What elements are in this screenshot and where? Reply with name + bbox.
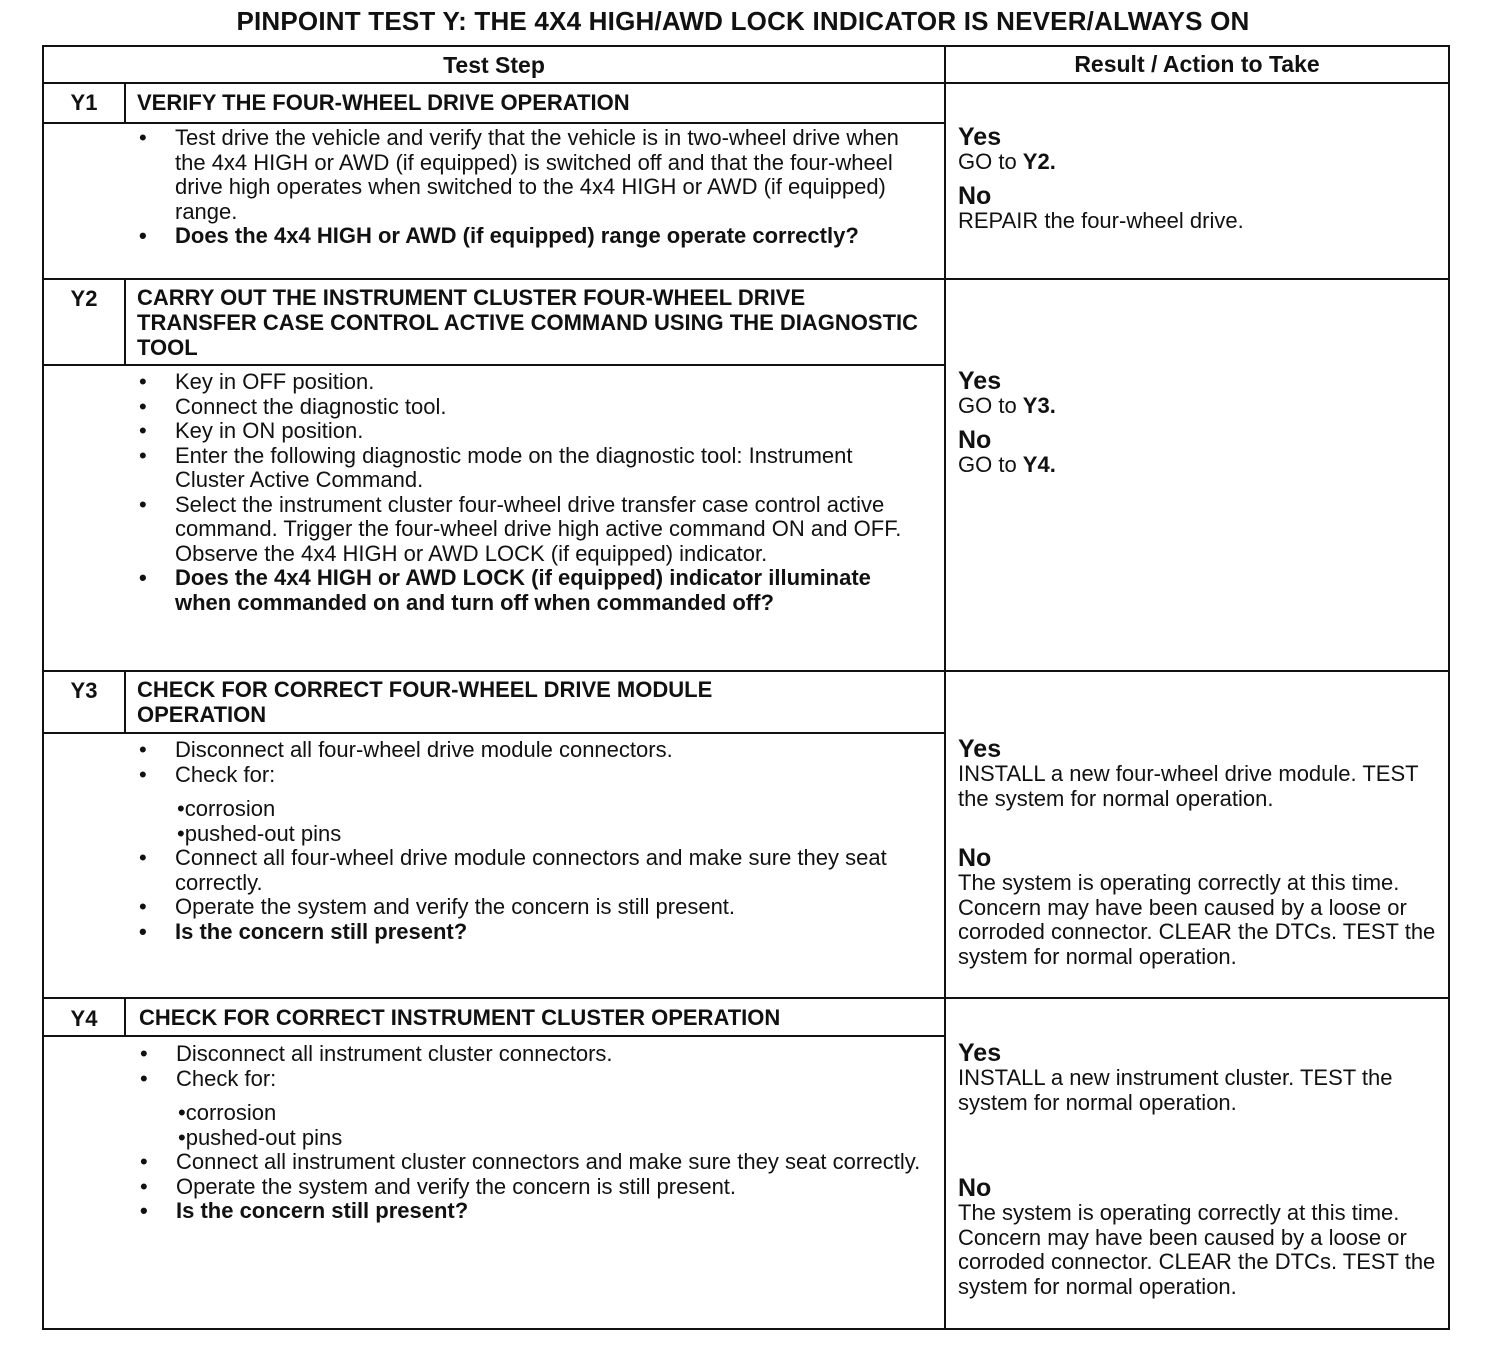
id-column-divider (124, 999, 126, 1037)
instruction-item: • Disconnect all instrument cluster connectors. (138, 1042, 928, 1067)
instruction-question: • Is the concern still present? (137, 920, 927, 945)
yes-label: Yes (958, 1039, 1002, 1067)
page-title: PINPOINT TEST Y: THE 4X4 HIGH/AWD LOCK INDICATOR IS NEVER/ALWAYS ON (236, 6, 1250, 36)
step-title: VERIFY THE FOUR-WHEEL DRIVE OPERATION (137, 90, 630, 115)
instruction-item: • Enter the following diagnostic mode on the diagnostic tool: Instrument Cluster Active Command. (137, 444, 927, 493)
no-action: REPAIR the four-wheel drive. (958, 207, 1244, 233)
instruction-item: • Operate the system and verify the concern is still present. (137, 895, 927, 920)
step-instructions (137, 126, 927, 249)
yes-action: INSTALL a new four-wheel drive module. TEST the system for normal operation. (958, 761, 1419, 811)
step-result (958, 1040, 1446, 1307)
instruction-item: • Check for: (137, 763, 927, 788)
row-divider (42, 278, 1450, 280)
id-column-divider (124, 84, 126, 124)
header-result-action: Result / Action to Take (1074, 51, 1320, 77)
check-subitem: • pushed-out pins (137, 822, 927, 847)
row-divider (42, 122, 946, 124)
yes-label: Yes (958, 123, 1002, 151)
yes-action: GO to Y3. (958, 393, 1056, 418)
id-column-divider (124, 672, 126, 734)
row-divider (42, 670, 1450, 672)
no-label: No (958, 844, 992, 872)
column-divider (944, 45, 946, 1330)
step-title: CHECK FOR CORRECT FOUR-WHEEL DRIVE MODULE OPERATION (137, 677, 713, 727)
check-subitem: • corrosion (137, 797, 927, 822)
step-id: Y2 (70, 286, 98, 311)
step-title: CHECK FOR CORRECT INSTRUMENT CLUSTER OPERATION (139, 1005, 781, 1030)
no-action: GO to Y4. (958, 451, 1056, 477)
check-subitem: • corrosion (138, 1101, 928, 1126)
instruction-item: • Select the instrument cluster four-wheel drive transfer case control active command. Trigger the four-wheel drive high active command ON and OFF. Observe the 4x4 HIGH or AWD LOCK (if equipped) indicator. (137, 493, 927, 567)
yes-label: Yes (958, 367, 1002, 395)
step-id: Y4 (70, 1006, 98, 1031)
instruction-item: • Check for: (138, 1067, 928, 1092)
step-id: Y1 (70, 90, 98, 115)
check-subitem: • pushed-out pins (138, 1126, 928, 1151)
id-column-divider (124, 280, 126, 366)
yes-action: INSTALL a new instrument cluster. TEST the system for normal operation. (958, 1065, 1393, 1115)
step-instructions (137, 738, 927, 944)
step-result (958, 124, 1443, 241)
step-result (958, 368, 1443, 485)
step-result (958, 736, 1446, 977)
no-label: No (958, 425, 992, 454)
go-to-step-link: Y2. (1022, 149, 1056, 174)
step-id: Y3 (70, 678, 98, 703)
yes-action: GO to Y2. (958, 149, 1056, 174)
instruction-item: • Disconnect all four-wheel drive module connectors. (137, 738, 927, 763)
step-title: CARRY OUT THE INSTRUMENT CLUSTER FOUR-WHEEL DRIVE TRANSFER CASE CONTROL ACTIVE COMMAND USING THE DIAGNOSTIC TOOL (137, 285, 919, 360)
step-instructions (137, 370, 927, 615)
instruction-item: • Key in ON position. (137, 419, 927, 444)
no-action: The system is operating correctly at this time. Concern may have been caused by a loose or corroded connector. CLEAR the DTCs. TEST the system for normal operation. (958, 1200, 1436, 1299)
row-divider (42, 1035, 946, 1037)
instruction-question: • Is the concern still present? (138, 1199, 928, 1224)
instruction-item: • Operate the system and verify the concern is still present. (138, 1175, 928, 1200)
yes-label: Yes (958, 735, 1002, 763)
go-to-step-link: Y4. (1022, 451, 1056, 477)
instruction-item: • Connect all four-wheel drive module connectors and make sure they seat correctly. (137, 846, 927, 895)
header-test-step: Test Step (443, 52, 545, 78)
go-to-step-link: Y3. (1022, 393, 1056, 418)
instruction-question: • Does the 4x4 HIGH or AWD (if equipped) range operate correctly? (137, 224, 927, 249)
header-divider (42, 82, 1450, 84)
instruction-item: • Key in OFF position. (137, 370, 927, 395)
instruction-item: • Connect all instrument cluster connectors and make sure they seat correctly. (138, 1150, 928, 1175)
row-divider (42, 364, 946, 366)
row-divider (42, 997, 1450, 999)
row-divider (42, 732, 946, 734)
no-action: The system is operating correctly at this time. Concern may have been caused by a loose or corroded connector. CLEAR the DTCs. TEST the system for normal operation. (958, 870, 1436, 969)
no-label: No (958, 1174, 992, 1202)
instruction-item: • Test drive the vehicle and verify that the vehicle is in two-wheel drive when the 4x4 HIGH or AWD (if equipped) is switched off and that the four-wheel drive high operates when switched to the 4x4 HIGH or AWD (if equipped) range. (137, 126, 927, 224)
no-label: No (958, 181, 992, 210)
step-instructions (138, 1042, 928, 1224)
instruction-item: • Connect the diagnostic tool. (137, 395, 927, 420)
instruction-question: • Does the 4x4 HIGH or AWD LOCK (if equipped) indicator illuminate when commanded on and turn off when commanded off? (137, 566, 927, 615)
